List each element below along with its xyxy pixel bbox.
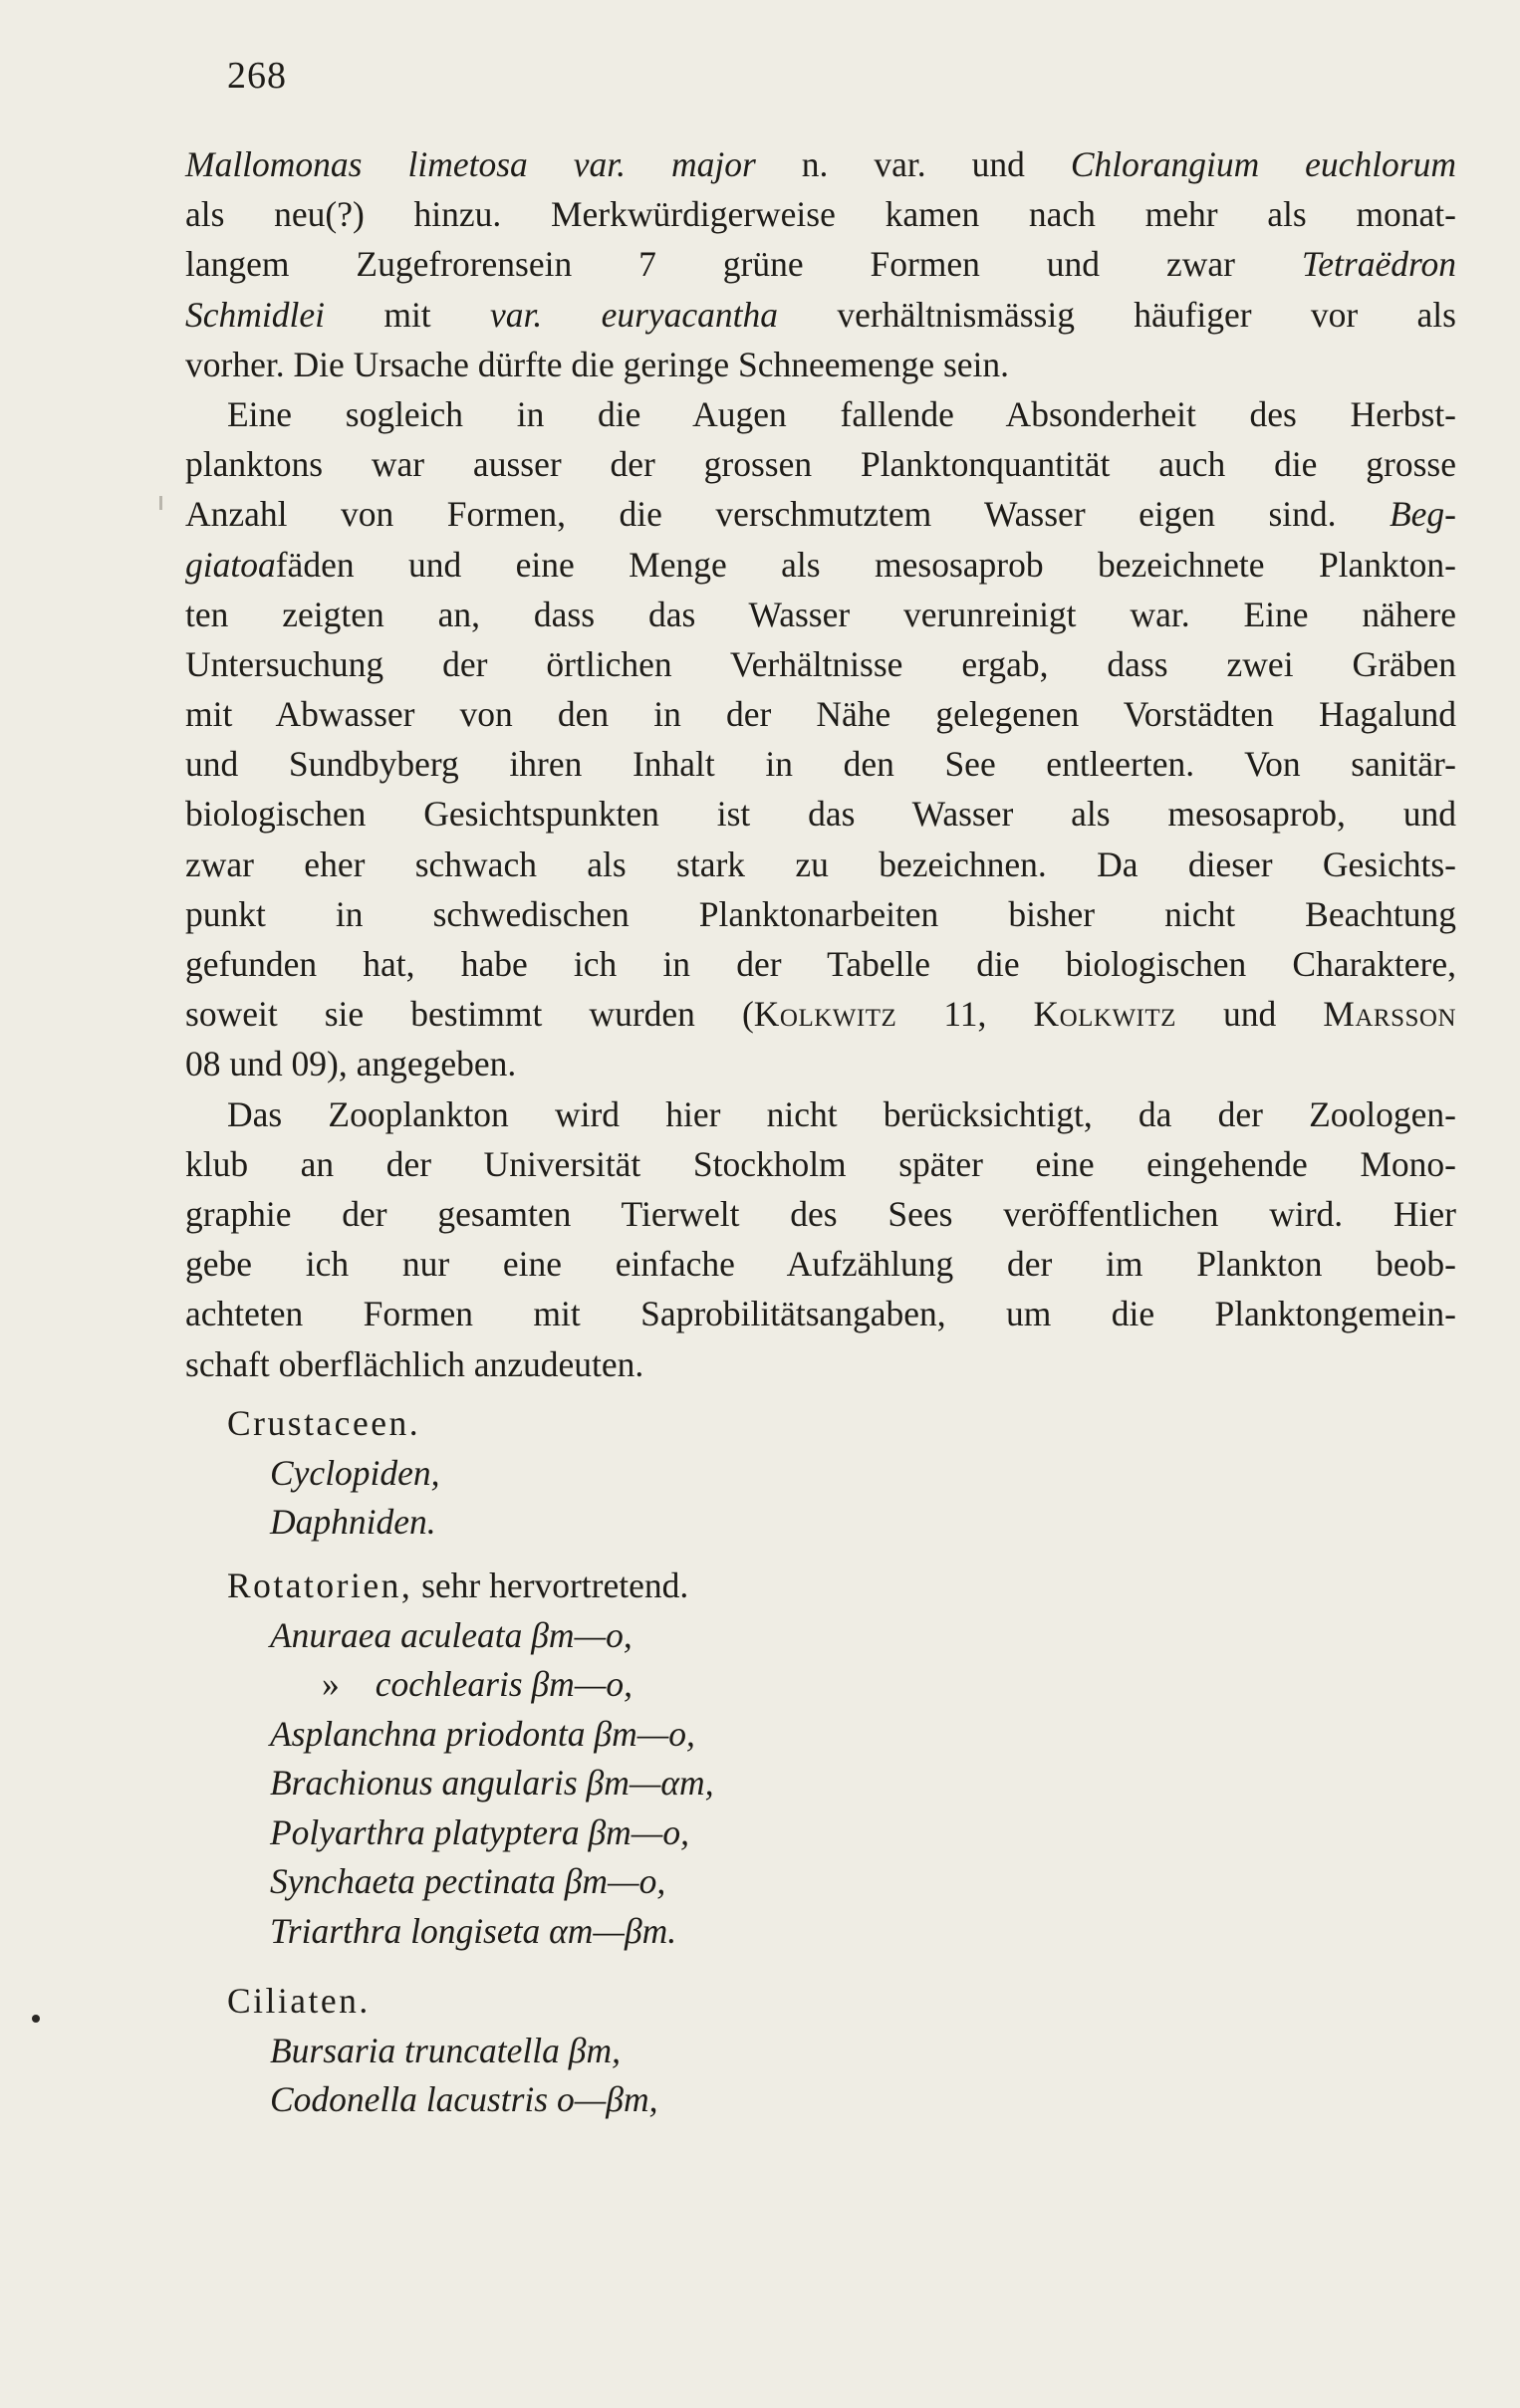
text-line: zwar eher schwach als stark zu bezeichnen. Da dieser Gesichts- (185, 843, 1456, 884)
text-line: ten zeigten an, dass das Wasser verunreinigt war. Eine nähere (185, 594, 1456, 634)
species-item: Cyclopiden, (270, 1452, 440, 1493)
margin-mark (159, 496, 162, 510)
text-line: klub an der Universität Stockholm später eine eingehende Mono- (185, 1143, 1456, 1184)
species-group-rotatorien (185, 1562, 1456, 1956)
group-heading: Ciliaten. (227, 1981, 371, 2021)
text-line: und Sundbyberg ihren Inhalt in den See entleerten. Von sanitär- (185, 744, 1456, 785)
species-item: Synchaeta pectinata βm—o, (270, 1861, 666, 1901)
text-line: schaft oberflächlich anzudeuten. (185, 1343, 644, 1384)
species-item: Daphniden. (270, 1502, 436, 1542)
text-line: gefunden hat, habe ich in der Tabelle die biologischen Charaktere, (185, 944, 1456, 984)
ditto-mark: » (322, 1664, 340, 1704)
margin-dot (32, 2015, 40, 2023)
species-item: Polyarthra platyptera βm—o, (270, 1811, 689, 1852)
text-line: 08 und 09), angegeben. (185, 1044, 517, 1084)
species-item: Triarthra longiseta αm—βm. (270, 1910, 677, 1951)
text-line: soweit sie bestimmt wurden (Kolkwitz 11, Kolkwitz und Marsson (185, 994, 1457, 1035)
text-line: vorher. Die Ursache dürfte die geringe Schneemenge sein. (185, 344, 1010, 384)
text-line: Eine sogleich in die Augen fallende Absonderheit des Herbst- (227, 393, 1456, 434)
text-line: giatoafäden und eine Menge als mesosaprob bezeichnete Plankton- (185, 544, 1456, 585)
text-line: planktons war ausser der grossen Planktonquantität auch die grosse (185, 444, 1456, 485)
page-number: 268 (227, 55, 287, 97)
body-text (185, 139, 1456, 1389)
species-item: Codonella lacustris o—βm, (270, 2079, 658, 2119)
text-line: mit Abwasser von den in der Nähe gelegenen Vorstädten Hagalund (185, 694, 1456, 735)
species-item: Asplanchna priodonta βm—o, (270, 1713, 695, 1754)
text-line: Das Zooplankton wird hier nicht berücksichtigt, da der Zoologen- (227, 1093, 1456, 1134)
species-group-crustaceen (185, 1399, 1456, 1548)
text-line: graphie der gesamten Tierwelt des Sees veröffentlichen wird. Hier (185, 1193, 1456, 1234)
species-item: Anuraea aculeata βm—o, (270, 1614, 633, 1655)
text-line: achteten Formen mit Saprobilitätsangaben, um die Planktongemein- (185, 1294, 1456, 1334)
species-item: Brachionus angularis βm—αm, (270, 1763, 714, 1803)
species-item: Bursaria truncatella βm, (270, 2030, 621, 2070)
text-line: Mallomonas limetosa var. major n. var. und Chlorangium euchlorum (185, 144, 1457, 184)
text-line: gebe ich nur eine einfache Aufzählung der im Plankton beob- (185, 1244, 1456, 1285)
group-heading: Rotatorien, sehr hervortretend. (227, 1565, 689, 1605)
species-item: » cochlearis βm—o, (185, 1660, 1456, 1710)
text-line: langem Zugefrorensein 7 grüne Formen und zwar Tetraëdron (185, 244, 1456, 285)
text-line: Untersuchung der örtlichen Verhältnisse ergab, dass zwei Gräben (185, 643, 1456, 684)
text-line: biologischen Gesichtspunkten ist das Wasser als mesosaprob, und (185, 794, 1456, 835)
text-line: als neu(?) hinzu. Merkwürdigerweise kamen nach mehr als monat- (185, 194, 1456, 235)
species-group-ciliaten (185, 1977, 1456, 2125)
text-line: Schmidlei mit var. euryacantha verhältnismässig häufiger vor als (185, 294, 1456, 335)
text-line: punkt in schwedischen Planktonarbeiten bisher nicht Beachtung (185, 893, 1456, 934)
text-line: Anzahl von Formen, die verschmutztem Wasser eigen sind. Beg- (185, 494, 1456, 535)
group-heading: Crustaceen. (227, 1403, 421, 1443)
